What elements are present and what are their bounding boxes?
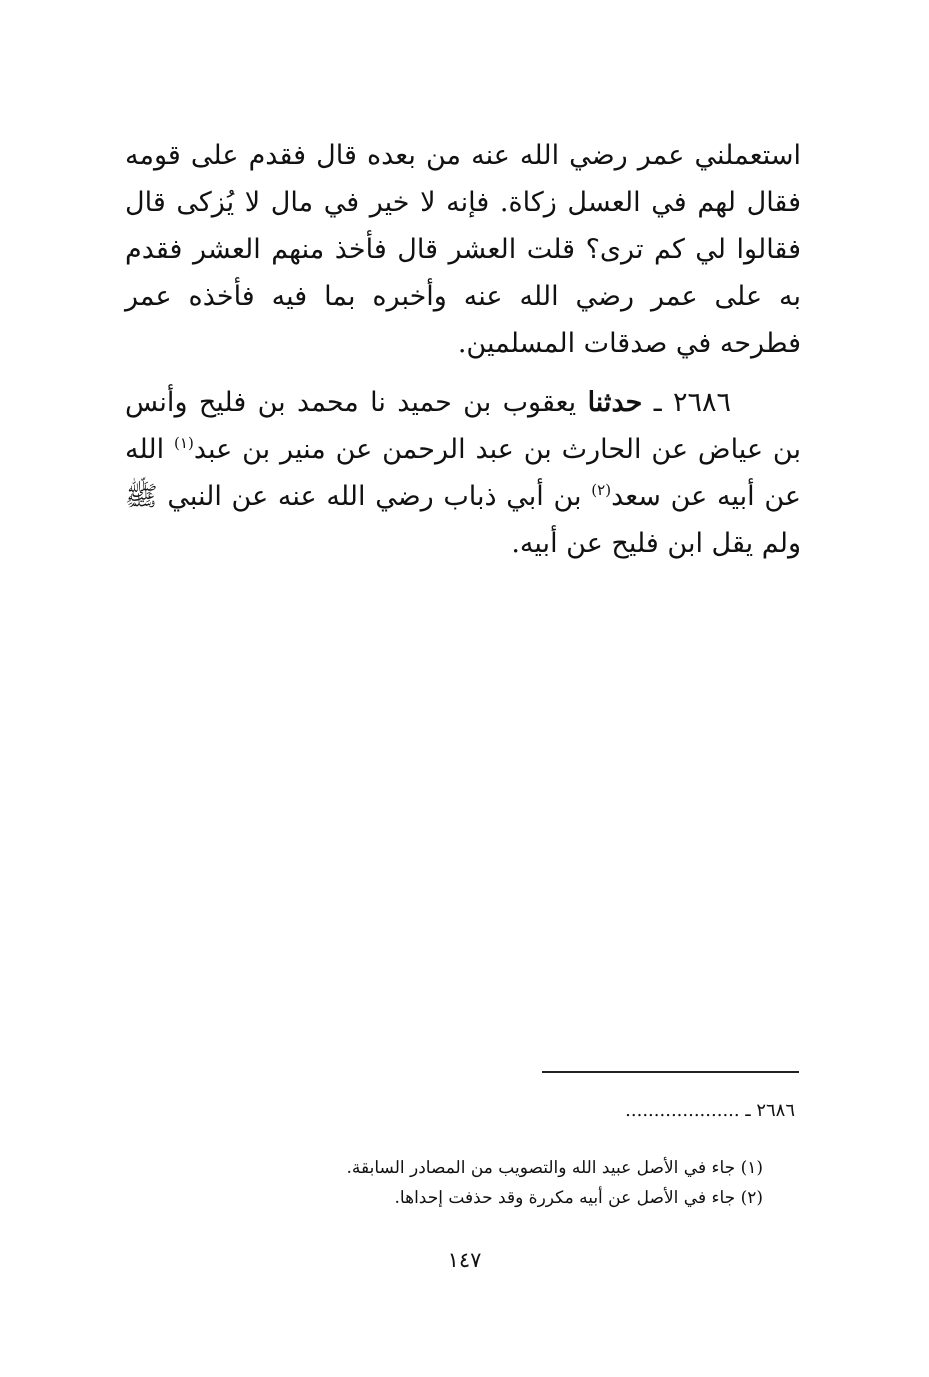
hadith-text-part-3: بن أبي ذباب رضي الله عنه عن النبي ﷺ ولم يقل ابن فليح عن أبيه.	[125, 481, 801, 559]
footnotes-block	[283, 1153, 763, 1213]
hadith-text-part-2: الله عن أبيه عن سعد	[125, 434, 801, 512]
hadith-number: ٢٦٨٦ ـ	[653, 387, 731, 418]
footnote-ref-2: (٢)	[591, 481, 612, 499]
paragraph-2	[125, 379, 801, 567]
page-number: ١٤٧	[447, 1248, 482, 1272]
footnote-ref-1: (١)	[174, 434, 194, 452]
footnote-separator	[542, 1071, 799, 1073]
footnote-hadith-ref: ٢٦٨٦ ـ ....................	[625, 1100, 795, 1121]
main-text-block	[125, 132, 801, 567]
footnote-1: (١) جاء في الأصل عبيد الله والتصويب من المصادر السابقة.	[346, 1158, 763, 1178]
paragraph-1: استعملني عمر رضي الله عنه من بعده قال فقدم على قومه فقال لهم في العسل زكاة. فإنه لا خير في مال لا يُزكى قال فقالوا لي كم ترى؟ قلت العشر قال فأخذ منهم العشر فقدم به على عمر رضي الله عنه وأخبره بما فيه فأخذه عمر فطرحه في صدقات المسلمين.	[125, 140, 801, 359]
hadith-keyword: حدثنا	[587, 387, 643, 418]
hadith-text-part-1: يعقوب بن حميد نا محمد بن فليح وأنس بن عياض عن الحارث بن عبد الرحمن عن منير بن عبد	[125, 387, 801, 465]
footnote-2: (٢) جاء في الأصل عن أبيه مكررة وقد حذفت إحداها.	[394, 1188, 763, 1208]
